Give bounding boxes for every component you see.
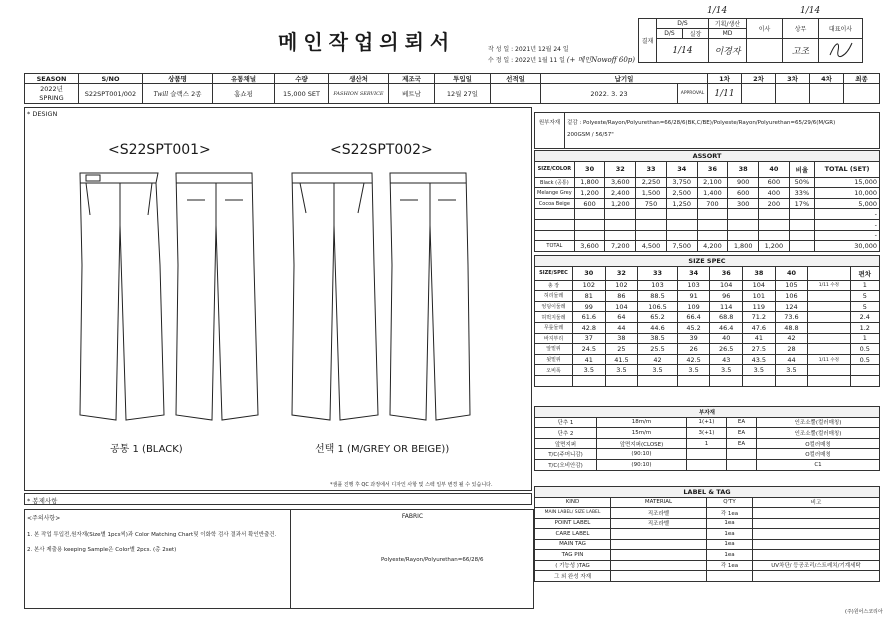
assort-title: ASSORT: [535, 151, 880, 162]
signature-ds: 1/14: [657, 39, 709, 63]
approval-label: APPROVAL: [678, 84, 708, 104]
style2-caption: 선택 1 (M/GREY OR BEIGE)): [315, 444, 450, 455]
table-row: T/C(오비안감) (90:10) C1: [535, 459, 880, 470]
approval-side-label: 결재: [639, 19, 657, 63]
size-spec-title: SIZE SPEC: [535, 256, 880, 267]
label-tag-table: LABEL & TAG KIND MATERIAL Q'TY 비고 MAIN LABEL/ SIZE LABEL 직조라벨 각 1ea POINT LABEL 직조라벨 1ea CARE LABEL 1ea MAIN TAG 1ea TAG PIN 1ea ( 기능성 )TAG 각 1ea UV차단/ 등공조리/스트레치/기계세탁 그 외 완성 자재: [534, 486, 880, 582]
channel-value: 홈쇼핑: [213, 84, 275, 104]
spec-corner: SIZE/SPEC: [535, 266, 573, 280]
table-row: 단추 2 15m/m 3(+1) EA 인조소뿔(컬러매칭): [535, 428, 880, 439]
ceo-signature-mark: [826, 39, 856, 59]
signature-md: 이경자: [709, 39, 747, 63]
style1-caption: 공통 1 (BLACK): [110, 444, 183, 455]
approval-top-hand-2: 1/14: [800, 6, 821, 16]
fabric-summary-head: FABRIC: [401, 513, 424, 520]
company-footer: (주)원어스코리아: [845, 609, 883, 615]
style-code-1: <S22SPT001>: [108, 142, 211, 158]
order-header-table: SEASON S/NO 상품명 유통채널 수량 생산처 제조국 투입일 선적일 납기일 1차 2차 3차 4차 최종 2022년 SPRING S22SPT001/002 Twill 슬랙스 2종 홈쇼핑 15,000 SET FASHION SERVICE 베트남 12월 27일 2022. 3. 23 APPROVAL 1/11: [24, 73, 880, 104]
design-label: * DESIGN: [27, 110, 58, 118]
style2-front-sketch: [292, 173, 378, 420]
country-value: 베트남: [389, 84, 435, 104]
table-row: Cocoa Beige 600 1,200 750 1,250 700 300 200 17% 5,000: [535, 198, 880, 209]
quantity-value: 15,000 SET: [275, 84, 329, 104]
trims-title: 부자재: [535, 407, 880, 418]
table-row: MAIN TAG 1ea: [535, 539, 880, 550]
signature-ceo: [819, 39, 863, 63]
approval-table: 결재 D/S 기획/생산 이사 상무 대표이사 D/S 실장 MD 1/14 이경자 고조: [638, 18, 863, 63]
style-number-value: S22SPT001/002: [79, 84, 143, 104]
fabric-table: [534, 112, 880, 149]
table-row: Melange Grey 1,200 2,400 1,500 2,500 1,400 600 400 33% 10,000: [535, 188, 880, 199]
label-tag-title: LABEL & TAG: [535, 487, 880, 498]
assort-total-row: TOTAL 3,600 7,200 4,500 7,500 4,200 1,800 1,200 30,000: [535, 241, 880, 252]
assort-corner: SIZE/COLOR: [535, 161, 575, 177]
fabric-summary: [290, 509, 534, 609]
approval-first: 1/11: [708, 84, 742, 104]
table-row: -: [535, 219, 880, 230]
table-row: 총 장 102 102 103 103 104 104 105 1/11 수정 1: [535, 280, 880, 291]
notice-list: [27, 528, 276, 558]
table-row: 오비폭 3.5 3.5 3.5 3.5 3.5 3.5 3.5: [535, 365, 880, 376]
input-date-value: 12월 27일: [435, 84, 491, 104]
document-title: 메인작업의뢰서: [278, 30, 456, 54]
signature-managing: 고조: [783, 39, 819, 63]
style2-back-sketch: [390, 173, 470, 420]
style-code-2: <S22SPT002>: [330, 142, 433, 158]
notice-item: 1. 본 작업 투입전,원자재(Size별 1pcs씩)과 Color Matching Chart및 이화학 검사 결과서 확인반출건.: [27, 532, 277, 538]
assort-table: ASSORT SIZE/COLOR 30 32 33 34 36 38 40 비율 TOTAL (SET) Black (공통) 1,800 3,600 2,250 3,750 2,100 900 600 50% 15,000 Melange Grey 1,200 2,400 1,500 2,500 1,400 600 400 33% 10,000 Cocoa Beige 600 1,200 750 1,250 700 300 200 17% 5,000 - - - TOTAL 3,600 7,200 4,500 7,500 4,200 1,800 1,200 30,000: [534, 150, 880, 252]
trouser-flat-sketches: [60, 165, 480, 435]
table-row: 뒷밑위 41 41.5 42 42.5 43 43.5 44 1/11 수정 0.5: [535, 354, 880, 365]
approval-top-hand: 1/14: [707, 6, 728, 16]
revised-date: 수 정 일 : 2022년 1월 11 일 (+ 메인Nowoff 60p): [488, 56, 635, 64]
table-row: CARE LABEL 1ea: [535, 529, 880, 540]
table-row: -: [535, 209, 880, 220]
table-row: 허벅지둘레 61.6 64 65.2 66.4 68.8 71.2 73.6 2.4: [535, 312, 880, 323]
table-row: ( 기능성 )TAG 각 1ea UV차단/ 등공조리/스트레치/기계세탁: [535, 560, 880, 571]
table-row: TAG PIN 1ea: [535, 550, 880, 561]
fabric-summary-value: Polyeste/Rayon/Polyurethan=66/28/6: [381, 557, 484, 563]
style1-front-sketch: [80, 173, 164, 420]
created-date: 작 성 일 : 2021년 12월 24 일: [488, 46, 569, 53]
ship-date-value: [491, 84, 541, 104]
season-value: 2022년 SPRING: [25, 84, 79, 104]
table-row: 엉덩이둘레 99 104 106.5 109 114 119 124 5: [535, 301, 880, 312]
table-row: 바지부리 37 38 38.5 39 40 41 42 1: [535, 333, 880, 344]
table-row: POINT LABEL 직조라벨 1ea: [535, 518, 880, 529]
table-row: 단추 1 18m/m 1(+1) EA 인조소뿔(컬러매칭): [535, 417, 880, 428]
sewing-label: * 봉제사항: [27, 497, 58, 505]
product-value: Twill 슬랙스 2종: [143, 84, 213, 104]
notice-item: 2. 본사 제출용 keeping Sample은 Color별 2pcs. (총 2set): [27, 547, 177, 553]
due-date-value: 2022. 3. 23: [541, 84, 678, 104]
fabric-label: 원부자재: [535, 113, 565, 149]
sewing-header-bar: [24, 493, 532, 505]
table-row: 앞밑위 24.5 25 25.5 26 26.5 27.5 28 0.5: [535, 344, 880, 355]
date-block: [488, 44, 635, 66]
trims-table: [534, 406, 880, 471]
factory-value: FASHION SERVICE: [329, 84, 389, 104]
table-row: T/C(주머니감) (90:10) O컬러매칭: [535, 449, 880, 460]
revised-handwritten-note: (+ 메인Nowoff 60p): [566, 56, 635, 64]
table-row: 무릎둘레 42.8 44 44.6 45.2 46.4 47.6 48.8 1.2: [535, 322, 880, 333]
table-row: 허리둘레 81 86 88.5 91 96 101 106 5: [535, 291, 880, 302]
table-row: 그 외 완성 자재: [535, 571, 880, 582]
design-change-note: *샘플 진행 후 QC 과정에서 디자인 사항 및 스펙 일부 변경 될 수 있습니다.: [330, 482, 493, 488]
table-row: -: [535, 230, 880, 241]
style1-back-sketch: [176, 173, 258, 420]
signature-director: [747, 39, 783, 63]
size-spec-table: SIZE SPEC SIZE/SPEC 30 32 33 34 36 38 40 편차 총 장 102 102 103 103 104 104 105 1/11 수정 1 허리둘레 81 86 88.5 91 96 101 106 5 엉덩이둘레 99 104 106.5 109 114 119 124 5 허벅지둘레 61.6 64 65.2 66.4 68.8 71.2 73.6 2.4 무릎둘레 42.8 44 44.6 45.2 46.4 47.6 48.8 1.2 바지부리 37 38 38.5 39 40 41 42 1 앞밑위 24.5 25 25.5 26 26.5 27.5 28 0.5 뒷밑위 41 41.5 42 42.5 43 43.5 44 1/11 수정 0.5 오비폭 3.5 3.5 3.5 3.5 3.5 3.5 3.5: [534, 255, 880, 387]
fabric-description: 겉감 : Polyeste/Rayon/Polyurethan=66/28/6(BK,C/BE)/Polyeste/Rayon/Polyurethan=65/29/6(M/GR) 200GSM / 56/57": [565, 113, 880, 149]
table-row: Black (공통) 1,800 3,600 2,250 3,750 2,100 900 600 50% 15,000: [535, 177, 880, 188]
table-row: MAIN LABEL/ SIZE LABEL 직조라벨 각 1ea: [535, 508, 880, 519]
table-row: 앞면지퍼 앞면지퍼(CLOSE) 1 EA O컬러매칭: [535, 438, 880, 449]
notice-heading: <주의사항>: [27, 515, 61, 522]
